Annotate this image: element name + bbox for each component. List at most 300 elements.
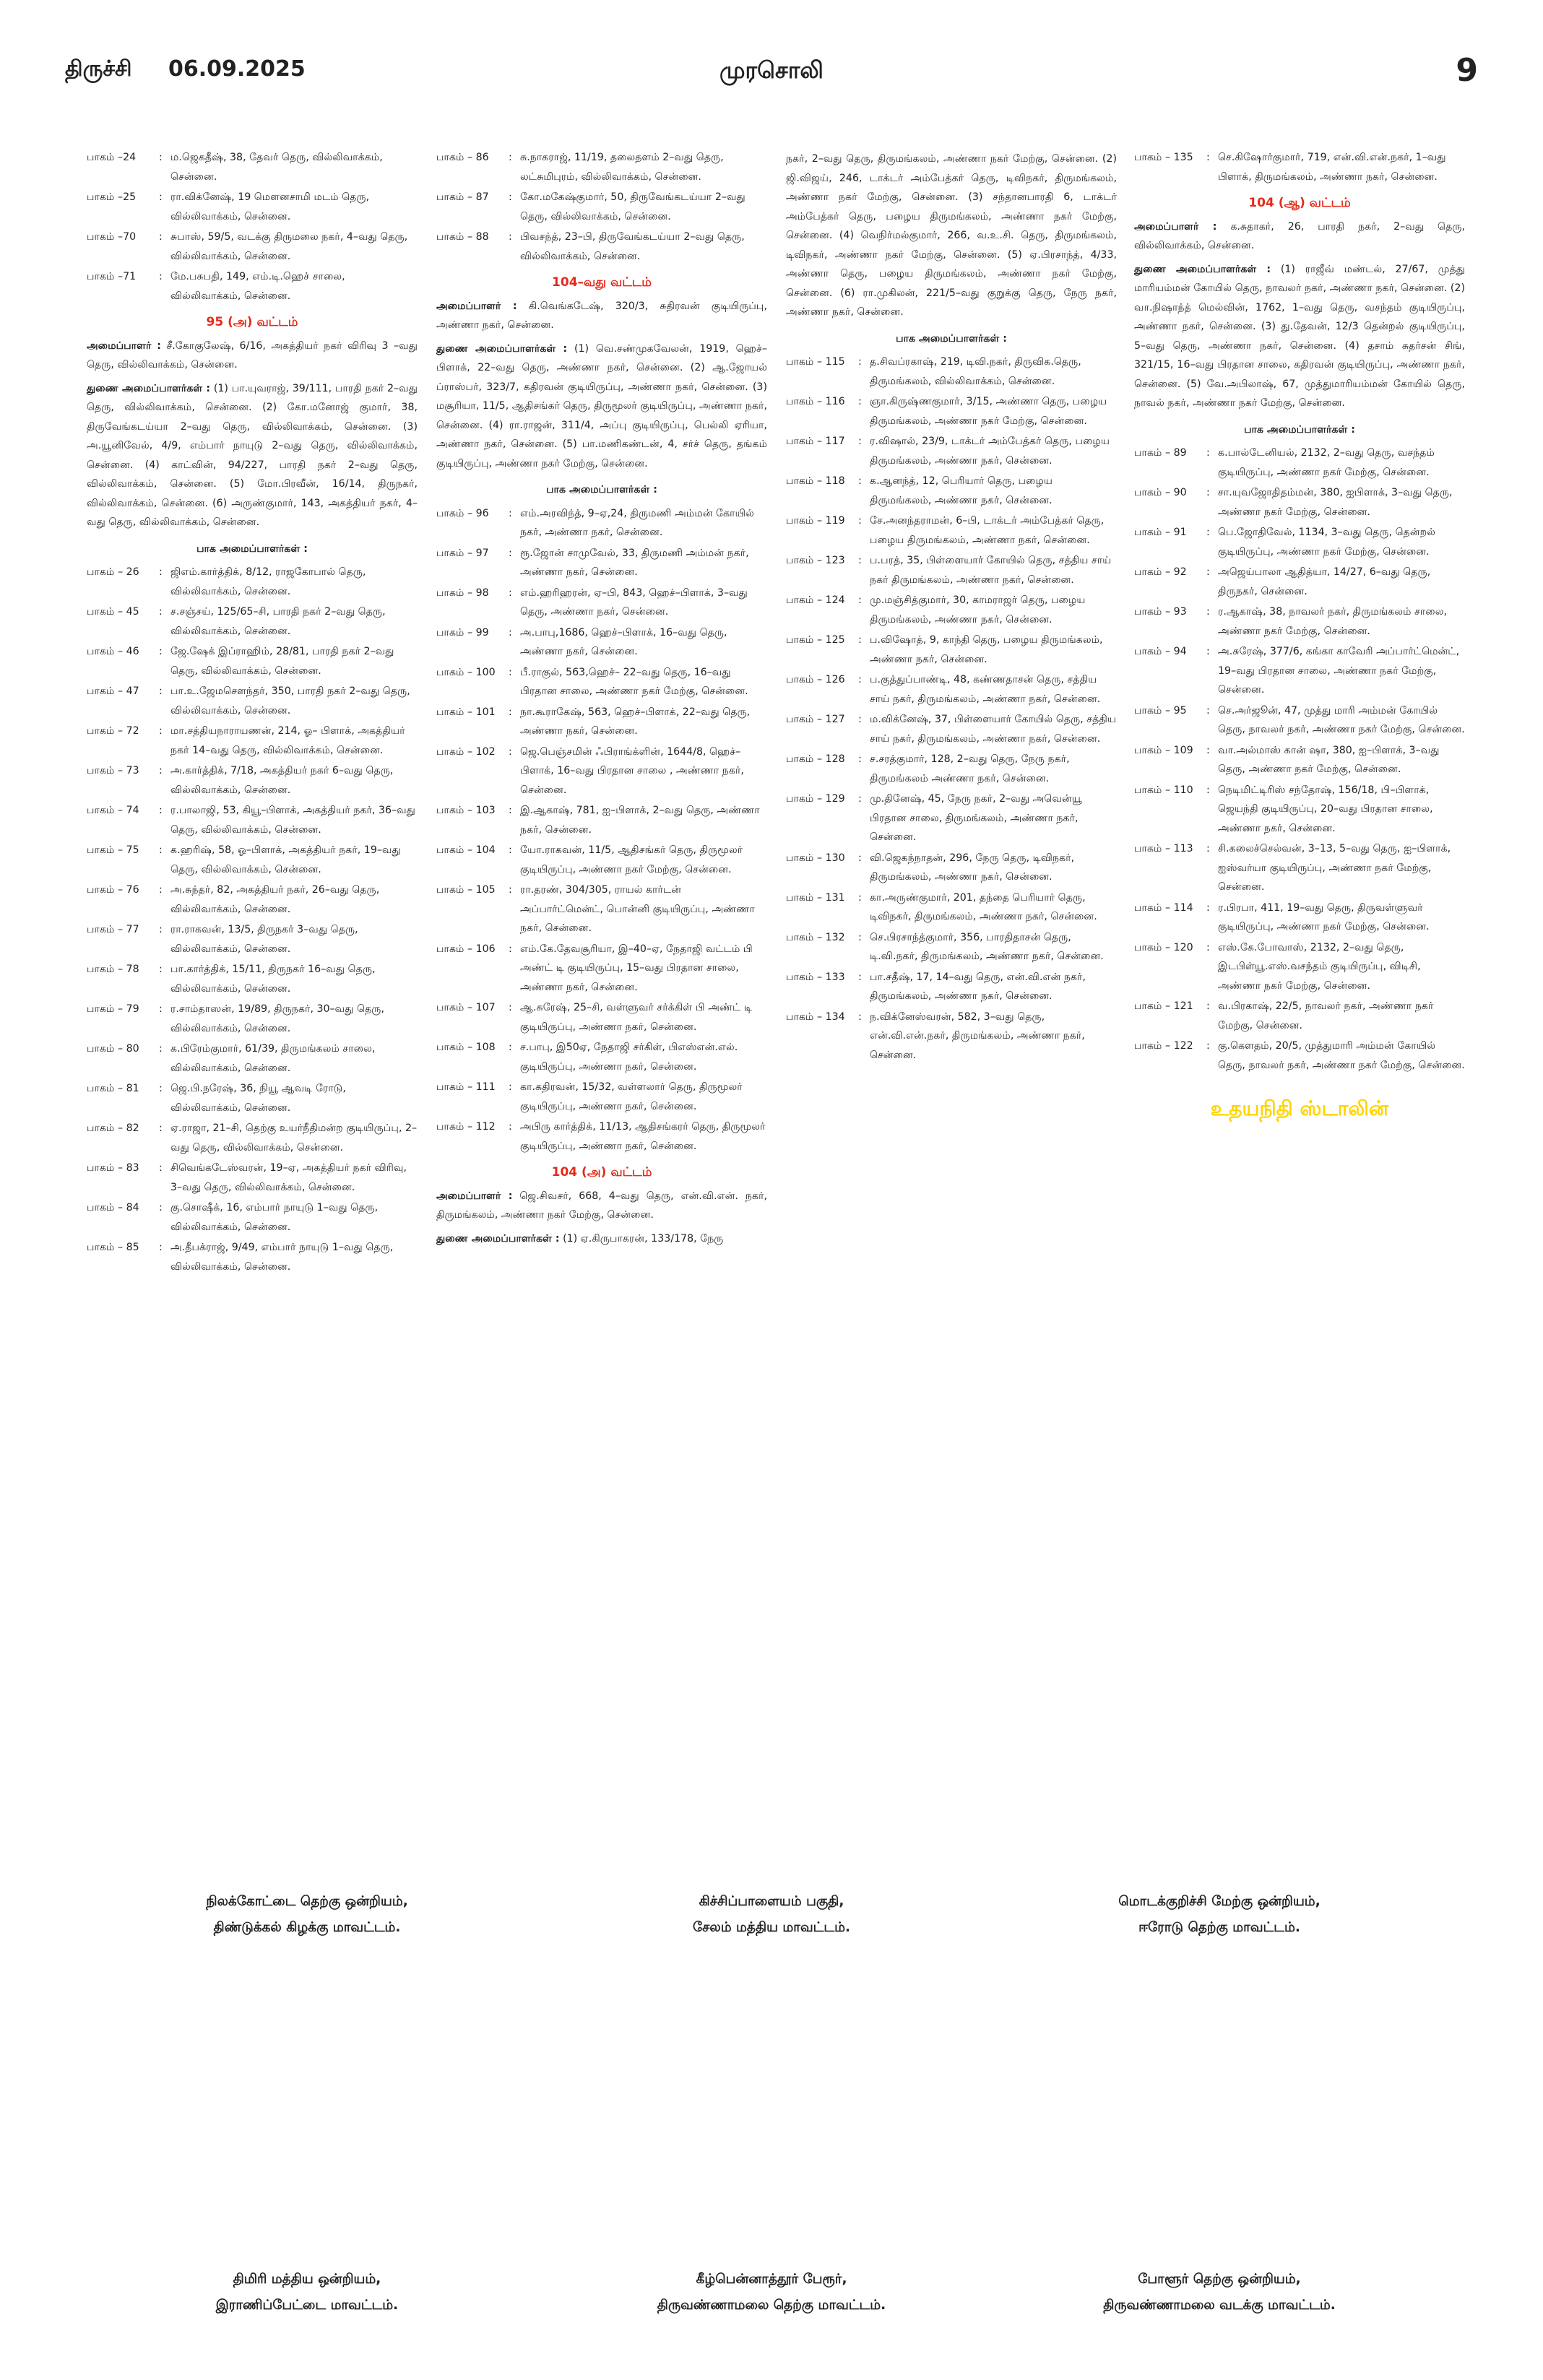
entry-colon: :: [858, 475, 862, 487]
section-heading: பாக அமைப்பாளர்கள் :: [546, 484, 657, 496]
entry-key: பாகம் –24: [87, 152, 137, 163]
entry-colon: :: [858, 634, 862, 646]
entry-colon: :: [1206, 152, 1210, 163]
entry-colon: :: [858, 396, 862, 407]
entry-key: பாகம் – 128: [786, 753, 845, 765]
entry-colon: :: [858, 971, 862, 983]
entry-key: பாகம் –71: [87, 271, 137, 282]
entry-colon: :: [159, 725, 163, 737]
entry-list: [1134, 148, 1465, 186]
entry-value: ச.சஞ்சய், 125/65–சி, பாரதி நகர் 2–வது தெரு, வில்லிவாக்கம், சென்னை.: [170, 606, 386, 637]
entry-colon: :: [858, 931, 862, 943]
entry-value: ப.குத்துப்பாண்டி, 48, கண்ணதாசன் தெரு, சத்திய சாய் நகர், திருமங்கலம், அண்ணா நகர், சென்னை.: [870, 674, 1101, 705]
section-heading: பாக அமைப்பாளர்கள் :: [196, 542, 308, 555]
entry-value: வி.ஜெகந்நாதன், 296, நேரு தெரு, டிவிநகர், திருமங்கலம், அண்ணா நகர், சென்னை.: [870, 852, 1075, 883]
entry-colon: :: [509, 943, 512, 955]
entry-colon: :: [509, 1121, 512, 1133]
entry-key: பாகம் – 79: [87, 1003, 139, 1015]
entry-value: கு.கௌதம், 20/5, முத்துமாரி அம்மன் கோயில் தெரு, நாவலர் நகர், அண்ணா நகர் மேற்கு, சென்னை.: [1218, 1040, 1465, 1071]
entry-colon: :: [858, 515, 862, 527]
organiser-paragraph: அமைப்பாளர் : கி.வெங்கடேஷ், 320/3, சுதிரவன் குடியிருப்பு, அண்ணா நகர், சென்னை.: [436, 300, 767, 331]
entry-colon: :: [159, 566, 163, 578]
entry-key: பாகம் – 97: [436, 547, 489, 559]
list-item: [1134, 642, 1465, 700]
entry-key: பாகம் – 72: [87, 725, 139, 737]
entry-value: ஆ.சுரேஷ், 25–சி, வள்ளுவர் சர்க்கிள் பி அண்ட் டி குடியிருப்பு, அண்ணா நகர், சென்னை.: [520, 1002, 753, 1033]
entry-value: கு.சொஷீக், 16, எம்பார் நாயுடு 1–வது தெரு, வில்லிவாக்கம், சென்னை.: [170, 1202, 379, 1233]
list-item: [87, 188, 418, 226]
list-item: [436, 743, 767, 800]
list-item: [436, 703, 767, 741]
list-item: [87, 228, 418, 266]
entry-list: [436, 504, 767, 1156]
entry-value: செ.பிரசாந்த்குமார், 356, பாரதிதாசன் தெரு, டி.வி.நகர், திருமங்கலம், அண்ணா நகர், சென்னை.: [870, 931, 1104, 962]
entry-value: ஏ.ராஜா, 21–சி, தெற்கு உயர்நீதிமன்ற குடியிருப்பு, 2–வது தெரு, வில்லிவாக்கம், சென்னை.: [170, 1122, 418, 1154]
entry-key: பாகம் –25: [87, 191, 137, 203]
entry-key: பாகம் – 125: [786, 634, 845, 646]
continued-paragraph: நகர், 2–வது தெரு, திருமங்கலம், அண்ணா நகர் மேற்கு, சென்னை. (2) ஜி.விஜய், 246, டாக்டர் அம்பேத்கர் தெரு, டிவிநகர், திருமங்கலம், அண்ணா நகர் மேற்கு, சென்னை. (3) சந்தானபாரதி 6, டாக்டர் அம்பேத்கர் தெரு, பழைய திருமங்கலம், அண்ணா நகர் மேற்கு, சென்னை. (4) வெநிர்மல்குமார், 266, வ.உ.சி. தெரு, திருமங்கலம், டிவிநகர், அண்ணா நகர் மேற்கு, சென்னை. (5) ஏ.பிரசாந்த், 4/33, அண்ணா தெரு, பழைய திருமங்கலம், அண்ணா நகர் மேற்கு, சென்னை. (6) ரா.முகிலன், 221/5–வது குறுக்கு தெரு, நேரு நகர், அண்ணா நகர், சென்னை.: [786, 153, 1117, 318]
entry-key: பாகம் – 47: [87, 685, 139, 697]
list-item: [436, 880, 767, 938]
entry-colon: :: [1206, 843, 1210, 854]
list-item: [786, 968, 1117, 1006]
entry-colon: :: [509, 844, 512, 856]
entry-colon: :: [1206, 784, 1210, 796]
list-item: [1134, 563, 1465, 601]
entry-value: ம.ஜெகதீஷ், 38, தேவர் தெரு, வில்லிவாக்கம், சென்னை.: [170, 152, 383, 183]
deputy-paragraph: துணை அமைப்பாளர்கள் : (1) ஏ.கிருபாகரன், 133/178, நேரு: [436, 1232, 724, 1245]
entry-value: ரா.தரண், 304/305, ராயல் கார்டன் அப்பார்ட்மென்ட், பொன்னி குடியிருப்பு, அண்ணா நகர், சென்னை.: [520, 884, 755, 934]
article-columns: [87, 148, 1465, 1390]
entry-key: பாகம் – 135: [1134, 152, 1193, 163]
entry-value: க.பால்டேனியல், 2132, 2–வது தெரு, வசந்தம் குடியிருப்பு, அண்ணா நகர் மேற்கு, சென்னை.: [1218, 447, 1435, 478]
column-4: [1134, 148, 1465, 1119]
list-item: [87, 682, 418, 720]
entry-key: பாகம் – 131: [786, 891, 845, 904]
list-item: [87, 1079, 418, 1117]
entry-key: பாகம் – 111: [436, 1081, 496, 1093]
entry-colon: :: [858, 356, 862, 368]
entry-colon: :: [509, 666, 512, 678]
entry-colon: :: [1206, 901, 1210, 914]
entry-key: பாகம் – 105: [436, 884, 496, 896]
entry-colon: :: [1206, 606, 1210, 618]
entry-colon: :: [858, 891, 862, 904]
entry-list: [87, 148, 418, 306]
list-item: [1134, 148, 1465, 186]
entry-colon: :: [159, 1162, 163, 1174]
entry-key: பாகம் – 94: [1134, 646, 1187, 657]
entry-value: பா.சதீஷ், 17, 14–வது தெரு, என்.வி.என் நகர், திருமங்கலம், அண்ணா நகர், சென்னை.: [870, 971, 1086, 1002]
list-item: [786, 710, 1117, 748]
list-item: [436, 801, 767, 839]
list-item: [1134, 483, 1465, 522]
entry-key: பாகம் – 127: [786, 714, 845, 725]
entry-key: பாகம் – 129: [786, 793, 845, 805]
entry-key: பாகம் – 113: [1134, 843, 1193, 854]
list-item: [786, 591, 1117, 629]
entry-list: [1134, 443, 1465, 1075]
newspaper-title: முரசொலி: [719, 56, 824, 84]
entry-key: பாகம் – 108: [436, 1042, 496, 1053]
organiser-paragraph: அமைப்பாளர் : சீ.கோகுலேஷ், 6/16, அகத்தியர் நகர் விரிவு 3 –வது தெரு, வில்லிவாக்கம், சென்னை.: [87, 339, 418, 371]
entry-colon: :: [159, 1003, 163, 1015]
list-item: [436, 623, 767, 662]
entry-value: ர.சாம்தாஸன், 19/89, திருநகர், 30–வது தெரு, வில்லிவாக்கம், சென்னை.: [170, 1003, 384, 1034]
entry-colon: :: [858, 436, 862, 447]
entry-list: [786, 352, 1117, 1065]
column-3: [786, 148, 1117, 1066]
entry-colon: :: [509, 626, 512, 639]
list-item: [786, 670, 1117, 709]
entry-value: சு.நாகராஜ், 11/19, தலைதளம் 2–வது தெரு, லட்சுமிபுரம், வில்லிவாக்கம், சென்னை.: [520, 152, 724, 183]
footer-block: மொடக்குறிச்சி மேற்கு ஒன்றியம், ஈரோடு தெற்கு மாவட்டம்.: [1118, 1894, 1321, 1935]
list-item: [87, 1198, 418, 1237]
list-item: [1134, 781, 1465, 839]
entry-key: பாகம் – 120: [1134, 941, 1193, 953]
entry-key: பாகம் – 73: [87, 765, 139, 776]
entry-value: சிவெங்கடேஸ்வரன், 19–ஏ, அகத்தியர் நகர் விரிவு, 3–வது தெரு, வில்லிவாக்கம், சென்னை.: [170, 1162, 407, 1193]
entry-colon: :: [509, 1002, 512, 1013]
entry-value: மு.தினேஷ், 45, நேரு நகர், 2–வது அவென்யூ பிரதான சாலை, திருமங்கலம், அண்ணா நகர், சென்னை.: [870, 793, 1082, 843]
entry-value: பீ.ராகுல், 563,ஹெச்– 22–வது தெரு, 16–வது பிரதான சாலை, அண்ணா நகர் மேற்கு, சென்னை.: [520, 666, 748, 697]
list-item: [87, 1000, 418, 1038]
list-item: [786, 551, 1117, 589]
entry-colon: :: [159, 765, 163, 776]
entry-colon: :: [159, 231, 163, 243]
entry-value: ஜெ.பெஞ்சமின் ஃபிராங்க்ளின், 1644/8, ஹெச்– பிளாக், 16–வது பிரதான சாலை , அண்ணா நகர், சென்னை.: [520, 745, 744, 796]
list-item: [436, 188, 767, 226]
section-heading: பாக அமைப்பாளர்கள் :: [896, 332, 1007, 345]
entry-colon: :: [159, 1202, 163, 1213]
entry-key: பாகம் – 122: [1134, 1040, 1193, 1052]
entry-value: அ.சுரேஷ், 377/6, கங்கா காவேரி அப்பார்ட்மென்ட், 19–வது பிரதான சாலை, அண்ணா நகர் மேற்கு, சென்னை.: [1218, 646, 1460, 696]
entry-value: ந.விக்னேஸ்வரன், 582, 3–வது தெரு, என்.வி.என்.நகர், திருமங்கலம், அண்ணா நகர், சென்னை.: [870, 1011, 1085, 1061]
list-item: [87, 148, 418, 186]
list-item: [436, 148, 767, 186]
entry-colon: :: [159, 152, 163, 163]
entry-colon: :: [159, 685, 163, 697]
list-item: [786, 472, 1117, 510]
entry-value: மே.பசுபதி, 149, எம்.டி.ஹெச் சாலை, வில்லிவாக்கம், சென்னை.: [170, 271, 345, 302]
list-item: [786, 511, 1117, 550]
entry-colon: :: [1206, 941, 1210, 953]
entry-value: மா.சத்தியநாராயணன், 214, ஓ– பிளாக், அகத்தியர் நகர் 14–வது தெரு, வில்லிவாக்கம், சென்னை.: [170, 725, 405, 756]
entry-value: வா.அல்மாஸ் கான் ஷா, 380, ஐ–பிளாக், 3–வது தெரு, அண்ணா நகர் மேற்கு, சென்னை.: [1218, 744, 1440, 775]
entry-value: பெ.ஜோதிவேல், 1134, 3–வது தெரு, தென்றல் குடியிருப்பு, அண்ணா நகர் மேற்கு, சென்னை.: [1218, 527, 1436, 558]
edition-date: 06.09.2025: [168, 56, 306, 82]
entry-key: பாகம் – 81: [87, 1083, 139, 1094]
entry-value: எம்.ஹரிஹரன், ஏ–பி, 843, ஹெச்–பிளாக், 3–வது தெரு, அண்ணா நகர், சென்னை.: [520, 587, 748, 618]
list-item: [436, 1117, 767, 1156]
entry-key: பாகம் – 99: [436, 626, 489, 639]
list-item: [1134, 523, 1465, 561]
list-item: [786, 631, 1117, 669]
entry-colon: :: [159, 606, 163, 618]
entry-key: பாகம் – 101: [436, 706, 496, 718]
deputy-paragraph: துணை அமைப்பாளர்கள் : (1) ராஜீவ் மண்டல், 27/67, முத்து மாரியம்மன் கோயில் தெரு, நாவலர் நகர், அண்ணா நகர், சென்னை. (2) வா.நிஷாந்த் மெல்வின், 1762, 1–வது தெரு, வசந்தம் குடியிருப்பு, அண்ணா நகர், சென்னை. (3) து.தேவன், 12/3 தென்றல் குடியிருப்பு, 5–வது தெரு, அண்ணா நகர், சென்னை. (4) தசாம் சுதர்சன் சிங், 321/15, 16–வது பிரதான சாலை, கதிரவன் குடியிருப்பு, அண்ணா நகர், சென்னை. (5) வே.அபிலாஷ், 67, முத்துமாரியம்மன் கோயில் தெரு, நாவல் நகர், அண்ணா நகர் மேற்கு, சென்னை.: [1134, 263, 1465, 409]
list-item: [87, 267, 418, 306]
deputy-paragraph: துணை அமைப்பாளர்கள் : (1) பா.யுவராஜ், 39/111, பாரதி நகர் 2–வது தெரு, வில்லிவாக்கம், சென்னை. (2) கோ.மனோஜ் குமார், 38, திருவேங்கடய்யா 2–வது தெரு, வில்லிவாக்கம், சென்னை. (3) அ.யூனிவேல், 4/9, எம்பார் நாயுடு 2–வது தெரு, வில்லிவாக்கம், சென்னை. (4) காட்வின், 94/227, பாரதி நகர் 2–வது தெரு, வில்லிவாக்கம், சென்னை. (5) மோ.பிரவீன், 16/14, திருநகர், வில்லிவாக்கம், சென்னை. (6) அருண்குமார், 143, அகத்தியர் நகர், 4–வது தெரு, வில்லிவாக்கம், சென்னை.: [87, 382, 418, 528]
entry-colon: :: [159, 1122, 163, 1134]
entry-value: சி.கலைச்செல்வன், 3–13, 5–வது தெரு, ஐ–பிளாக், ஐஸ்வர்யா குடியிருப்பு, அண்ணா நகர் மேற்கு, சென்னை.: [1218, 843, 1451, 893]
entry-colon: :: [509, 152, 512, 163]
entry-key: பாகம் – 106: [436, 943, 496, 955]
list-item: [436, 504, 767, 542]
entry-key: பாகம் – 115: [786, 356, 845, 368]
list-item: [1134, 701, 1465, 740]
list-item: [87, 920, 418, 959]
list-item: [87, 960, 418, 998]
entry-key: பாகம் – 93: [1134, 606, 1187, 618]
entry-colon: :: [858, 753, 862, 765]
page-number: 9: [1456, 52, 1478, 89]
entry-key: பாகம் – 85: [87, 1242, 139, 1253]
list-item: [87, 1238, 418, 1276]
entry-value: சே.அனந்தராமன், 6–பி, டாக்டர் அம்பேத்கர் தெரு, பழைய திருமங்கலம், அண்ணா நகர், சென்னை.: [870, 515, 1105, 546]
list-item: [87, 1159, 418, 1197]
entry-value: அ.கார்த்திக், 7/18, அகத்தியர் நகர் 6–வது தெரு, வில்லிவாக்கம், சென்னை.: [170, 765, 394, 796]
entry-key: பாகம் – 89: [1134, 447, 1187, 459]
list-item: [786, 432, 1117, 470]
entry-value: அ.தீபக்ராஜ், 9/49, எம்பார் நாயுடு 1–வது தெரு, வில்லிவாக்கம், சென்னை.: [170, 1242, 394, 1273]
entry-colon: :: [858, 852, 862, 864]
entry-colon: :: [159, 1242, 163, 1253]
entry-key: பாகம் – 46: [87, 646, 139, 657]
entry-value: ஞா.கிருஷ்ணகுமார், 3/15, அண்ணா தெரு, பழைய திருமங்கலம், அண்ணா நகர் மேற்கு, சென்னை.: [870, 396, 1107, 427]
entry-colon: :: [1206, 527, 1210, 538]
entry-value: கா.அருண்குமார், 201, தந்தை பெரியார் தெரு, டிவிநகர், திருமங்கலம், அண்ணா நகர், சென்னை.: [870, 891, 1097, 922]
entry-colon: :: [159, 1043, 163, 1055]
entry-key: பாகம் – 117: [786, 436, 845, 447]
entry-value: பா.உ.ஜேமசௌந்தர், 350, பாரதி நகர் 2–வது தெரு, வில்லிவாக்கம், சென்னை.: [170, 685, 410, 717]
entry-colon: :: [509, 805, 512, 816]
entry-value: எம்.கே.தேவசூரியா, இ–40–ஏ, நேதாஜி வட்டம் பி அண்ட் டி குடியிருப்பு, 15–வது பிரதான சாலை, அண்ணா நகர், சென்னை.: [520, 943, 753, 993]
list-item: [1134, 899, 1465, 937]
entry-value: செ.அர்ஜூன், 47, முத்து மாரி அம்மன் கோயில் தெரு, நாவலர் நகர், அண்ணா நகர் மேற்கு, சென்னை.: [1218, 704, 1465, 735]
edition-city: திருச்சி: [65, 56, 132, 82]
entry-value: க.பிரேம்குமார், 61/39, திருமங்கலம் சாலை, வில்லிவாக்கம், சென்னை.: [170, 1043, 376, 1074]
entry-key: பாகம் – 114: [1134, 901, 1193, 914]
footer-block: திமிரி மத்திய ஒன்றியம், இராணிப்பேட்டை மாவட்டம்.: [215, 2272, 399, 2313]
entry-value: ஜிஎம்.கார்த்திக், 8/12, ராஜகோபால் தெரு, வில்லிவாக்கம், சென்னை.: [170, 566, 366, 597]
entry-list: [87, 563, 418, 1276]
entry-colon: :: [159, 646, 163, 657]
list-item: [436, 544, 767, 582]
list-item: [786, 888, 1117, 927]
entry-key: பாகம் – 119: [786, 515, 845, 527]
ward-heading: 104 (ஆ) வட்டம்: [1248, 196, 1351, 210]
entry-value: த.சிவப்ரகாஷ், 219, டிவி.நகர், திருவிக.தெரு, திருமங்கலம், வில்லிவாக்கம், சென்னை.: [870, 356, 1081, 387]
entry-key: பாகம் – 74: [87, 805, 139, 816]
entry-value: ர.பிரபா, 411, 19–வது தெரு, திருவள்ளுவர் குடியிருப்பு, அண்ணா நகர் மேற்கு, சென்னை.: [1218, 901, 1430, 932]
entry-colon: :: [1206, 744, 1210, 756]
entry-colon: :: [1206, 1040, 1210, 1052]
entry-value: நா.கூராகேஷ், 563, ஹெச்–பிளாக், 22–வது தெரு, அண்ணா நகர், சென்னை.: [520, 706, 751, 737]
entry-value: அ.பாபு,1686, ஹெச்–பிளாக், 16–வது தெரு, அண்ணா நகர், சென்னை.: [520, 626, 727, 657]
list-item: [87, 801, 418, 839]
entry-value: அஜெய்பாலா ஆதித்யா, 14/27, 6–வது தெரு, திருநகர், சென்னை.: [1218, 566, 1431, 597]
entry-key: பாகம் – 116: [786, 396, 845, 407]
column-2: [436, 148, 767, 1252]
entry-colon: :: [509, 587, 512, 599]
entry-key: பாகம் – 96: [436, 507, 489, 519]
footer-block: கீழ்பென்னாத்தூர் பேரூர், திருவண்ணாமலை தெற்கு மாவட்டம்.: [657, 2272, 886, 2313]
list-item: [87, 880, 418, 919]
entry-colon: :: [509, 1081, 512, 1093]
entry-key: பாகம் – 123: [786, 555, 845, 566]
list-item: [1134, 602, 1465, 641]
entry-key: பாகம் – 104: [436, 844, 496, 856]
entry-colon: :: [1206, 704, 1210, 717]
entry-colon: :: [1206, 566, 1210, 578]
entry-key: பாகம் – 130: [786, 852, 845, 864]
entry-key: பாகம் – 126: [786, 674, 845, 685]
entry-value: பிவசந்த், 23–பி, திருவேங்கடய்யா 2–வது தெரு, வில்லிவாக்கம், சென்னை.: [520, 231, 745, 262]
entry-key: பாகம் – 109: [1134, 744, 1193, 756]
entry-key: பாகம் – 103: [436, 805, 496, 816]
entry-value: நெடிமிட்டிரிஸ் சந்தோஷ், 156/18, பி–பிளாக், ஜெயந்தி குடியிருப்பு, 20–வது பிரதான சாலை, அண்ணா நகர், சென்னை.: [1218, 784, 1433, 834]
section-heading: பாக அமைப்பாளர்கள் :: [1244, 423, 1355, 436]
entry-value: அ.சுந்தர், 82, அகத்தியர் நகர், 26–வது தெரு, வில்லிவாக்கம், சென்னை.: [170, 884, 380, 915]
entry-value: ர.ஆகாஷ், 38, நாவலர் நகர், திருமங்கலம் சாலை, அண்ணா நகர் மேற்கு, சென்னை.: [1218, 606, 1448, 637]
entry-value: வ.பிரகாஷ், 22/5, நாவலர் நகர், அண்ணா நகர் மேற்கு, சென்னை.: [1218, 1000, 1434, 1031]
entry-colon: :: [1206, 646, 1210, 657]
list-item: [436, 228, 767, 266]
list-item: [87, 761, 418, 800]
column-1: [87, 148, 418, 1278]
list-item: [786, 928, 1117, 966]
entry-key: பாகம் – 112: [436, 1121, 496, 1133]
list-item: [436, 584, 767, 622]
entry-key: பாகம் – 90: [1134, 487, 1187, 498]
list-item: [436, 1078, 767, 1116]
entry-key: பாகம் – 75: [87, 844, 139, 856]
entry-value: கா.கதிரவன், 15/32, வள்ளலார் தெரு, திருமூலர் குடியிருப்பு, அண்ணா நகர், சென்னை.: [520, 1081, 743, 1112]
entry-key: பாகம் – 100: [436, 666, 496, 678]
entry-key: பாகம் – 91: [1134, 527, 1187, 538]
entry-key: பாகம் – 83: [87, 1162, 139, 1174]
entry-colon: :: [1206, 487, 1210, 498]
entry-key: பாகம் – 98: [436, 587, 489, 599]
entry-colon: :: [509, 191, 512, 203]
entry-colon: :: [509, 884, 512, 896]
entry-key: பாகம் –70: [87, 231, 137, 243]
entry-key: பாகம் – 134: [786, 1011, 845, 1023]
entry-value: ச.சரத்குமார், 128, 2–வது தெரு, நேரு நகர், திருமங்கலம் அண்ணா நகர், சென்னை.: [870, 753, 1070, 784]
entry-colon: :: [509, 547, 512, 559]
entry-key: பாகம் – 107: [436, 1002, 496, 1013]
entry-key: பாகம் – 132: [786, 931, 845, 943]
footer-block: போளூர் தெற்கு ஒன்றியம், திருவண்ணாமலை வடக்கு மாவட்டம்.: [1103, 2272, 1336, 2313]
entry-colon: :: [858, 793, 862, 805]
entry-value: எம்.அரவிந்த், 9–ஏ,24, திருமணி அம்மன் கோயில் நகர், அண்ணா நகர், சென்னை.: [520, 507, 754, 538]
list-item: [786, 392, 1117, 430]
entry-list: [436, 148, 767, 266]
entry-value: ஜே.ஷேக் இப்ராஹிம், 28/81, பாரதி நகர் 2–வது தெரு, வில்லிவாக்கம், சென்னை.: [170, 646, 394, 677]
entry-key: பாகம் – 78: [87, 964, 139, 975]
entry-key: பாகம் – 121: [1134, 1000, 1193, 1012]
signature: உதயநிதி ஸ்டாலின்: [1210, 1096, 1389, 1120]
list-item: [786, 849, 1117, 887]
list-item: [786, 789, 1117, 847]
entry-value: இ.ஆகாஷ், 781, ஐ–பிளாக், 2–வது தெரு, அண்ணா நகர், சென்னை.: [520, 805, 760, 836]
entry-key: பாகம் – 77: [87, 924, 139, 935]
footer-row-top: [0, 1889, 1543, 1947]
entry-value: அபிரு கார்த்திக், 11/13, ஆதிசங்கரர் தெரு, திருமூலர் குடியிருப்பு, அண்ணா நகர், சென்னை.: [520, 1121, 766, 1152]
list-item: [1134, 443, 1465, 482]
entry-colon: :: [858, 1011, 862, 1023]
entry-colon: :: [1206, 447, 1210, 459]
footer-row-bottom: [0, 2267, 1543, 2324]
footer-block: நிலக்கோட்டை தெற்கு ஒன்றியம், திண்டுக்கல் கிழக்கு மாவட்டம்.: [206, 1894, 408, 1935]
list-item: [87, 1039, 418, 1078]
entry-value: ச.பாபு, இ50ஏ, நேதாஜி சர்கிள், பிஎஸ்என்.எல். குடியிருப்பு, அண்ணா நகர், சென்னை.: [520, 1042, 738, 1073]
deputy-paragraph: துணை அமைப்பாளர்கள் : (1) வெ.சண்முகவேலன், 1919, ஹெச்–பிளாக், 22–வது தெரு, அண்ணா நகர், சென்னை. (2) ஆ.ஜோயல் ப்ராஸ்பர், 323/7, கதிரவன் குடியிருப்பு, அண்ணா நகர், சென்னை. (3) மசூரியா, 11/5, ஆதிசங்கர் தெரு, திருமூலர் குடியிருப்பு, அண்ணா நகர், சென்னை. (4) ரா.ராஜன், 311/4, அப்பு குடியிருப்பு, பெல்லி ஏரியா, அண்ணா நகர், சென்னை. (5) பா.மணிகண்டன், 4, சர்ச் தெரு, தங்கம் குடியிருப்பு, அண்ணா நகர் மேற்கு, சென்னை.: [436, 342, 768, 469]
entry-value: பா.கார்த்திக், 15/11, திருநகர் 16–வது தெரு, வில்லிவாக்கம், சென்னை.: [170, 964, 376, 995]
entry-value: எஸ்.கே.போவாஸ், 2132, 2–வது தெரு, இடபிள்யூ.எஸ்.வசந்தம் குடியிருப்பு, விடிசி, அண்ணா நகர் மேற்கு, சென்னை.: [1218, 941, 1421, 992]
entry-key: பாகம் – 118: [786, 475, 845, 487]
entry-colon: :: [159, 924, 163, 935]
list-item: [87, 841, 418, 879]
list-item: [1134, 741, 1465, 779]
list-item: [1134, 839, 1465, 897]
entry-value: ம.விக்னேஷ், 37, பிள்ளையார் கோயில் தெரு, சத்திய சாய் நகர், திருமங்கலம், அண்ணா நகர், சென்னை.: [870, 714, 1117, 745]
list-item: [786, 750, 1117, 788]
list-item: [436, 841, 767, 879]
entry-value: யோ.ராகவன், 11/5, ஆதிசங்கர் தெரு, திருமூலர் குடியிருப்பு, அண்ணா நகர் மேற்கு, சென்னை.: [520, 844, 743, 875]
footer-block: கிச்சிப்பாளையம் பகுதி, சேலம் மத்திய மாவட்டம்.: [692, 1894, 851, 1935]
entry-colon: :: [509, 706, 512, 718]
entry-key: பாகம் – 110: [1134, 784, 1193, 796]
entry-colon: :: [858, 555, 862, 566]
list-item: [87, 722, 418, 760]
entry-value: ஜெ.பி.நரேஷ், 36, நியூ ஆவடி ரோடு, வில்லிவாக்கம், சென்னை.: [170, 1083, 346, 1114]
list-item: [436, 998, 767, 1037]
entry-colon: :: [509, 231, 512, 243]
list-item: [786, 1008, 1117, 1065]
entry-colon: :: [509, 1042, 512, 1053]
entry-key: பாகம் – 76: [87, 884, 139, 896]
entry-value: க.ஹரிஷ், 58, ஓ–பிளாக், அகத்தியர் நகர், 19–வது தெரு, வில்லிவாக்கம், சென்னை.: [170, 844, 401, 875]
entry-value: ரா.ராகவன், 13/5, திருநகர் 3–வது தெரு, வில்லிவாக்கம், சென்னை.: [170, 924, 358, 955]
entry-key: பாகம் – 87: [436, 191, 489, 203]
entry-colon: :: [1206, 1000, 1210, 1012]
entry-colon: :: [509, 745, 512, 758]
entry-value: கோ.மகேஷ்குமார், 50, திருவேங்கடய்யா 2–வது தெரு, வில்லிவாக்கம், சென்னை.: [520, 191, 745, 222]
ward-heading: 95 (அ) வட்டம்: [206, 315, 298, 329]
entry-key: பாகம் – 124: [786, 594, 845, 606]
entry-value: சா.யுவஜோதிதம்மன், 380, ஐபிளாக், 3–வது தெரு, அண்ணா நகர் மேற்கு, சென்னை.: [1218, 487, 1453, 518]
entry-colon: :: [159, 844, 163, 856]
entry-colon: :: [858, 714, 862, 725]
list-item: [1134, 1037, 1465, 1075]
organiser-paragraph: அமைப்பாளர் : க.சுதாகர், 26, பாரதி நகர், 2–வது தெரு, வில்லிவாக்கம், சென்னை.: [1134, 220, 1465, 251]
entry-value: ப.பரத், 35, பிள்ளையார் கோயில் தெரு, சத்திய சாய் நகர் திருமங்கலம், அண்ணா நகர், சென்னை.: [870, 555, 1112, 586]
entry-value: ரூ.ஜோன் சாமுவேல், 33, திருமணி அம்மன் நகர், அண்ணா நகர், சென்னை.: [520, 547, 749, 578]
entry-value: ப.விஷோத், 9, காந்தி தெரு, பழைய திருமங்கலம், அண்ணா நகர், சென்னை.: [870, 634, 1103, 665]
entry-key: பாகம் – 82: [87, 1122, 139, 1134]
entry-value: ர.விஷால், 23/9, டாக்டர் அம்பேத்கர் தெரு, பழைய திருமங்கலம், அண்ணா நகர், சென்னை.: [870, 436, 1110, 467]
entry-colon: :: [159, 964, 163, 975]
list-item: [436, 940, 767, 998]
entry-key: பாகம் – 84: [87, 1202, 139, 1213]
entry-value: ரா.விக்னேஷ், 19 மௌனசாமி மடம் தெரு, வில்லிவாக்கம், சென்னை.: [170, 191, 370, 222]
entry-key: பாகம் – 95: [1134, 704, 1187, 717]
organiser-paragraph: அமைப்பாளர் : ஜெ.சிவசர், 668, 4–வது தெரு, என்.வி.என். நகர், திருமங்கலம், அண்ணா நகர் மேற்கு, சென்னை.: [436, 1190, 767, 1221]
entry-colon: :: [509, 507, 512, 519]
entry-key: பாகம் – 45: [87, 606, 139, 618]
